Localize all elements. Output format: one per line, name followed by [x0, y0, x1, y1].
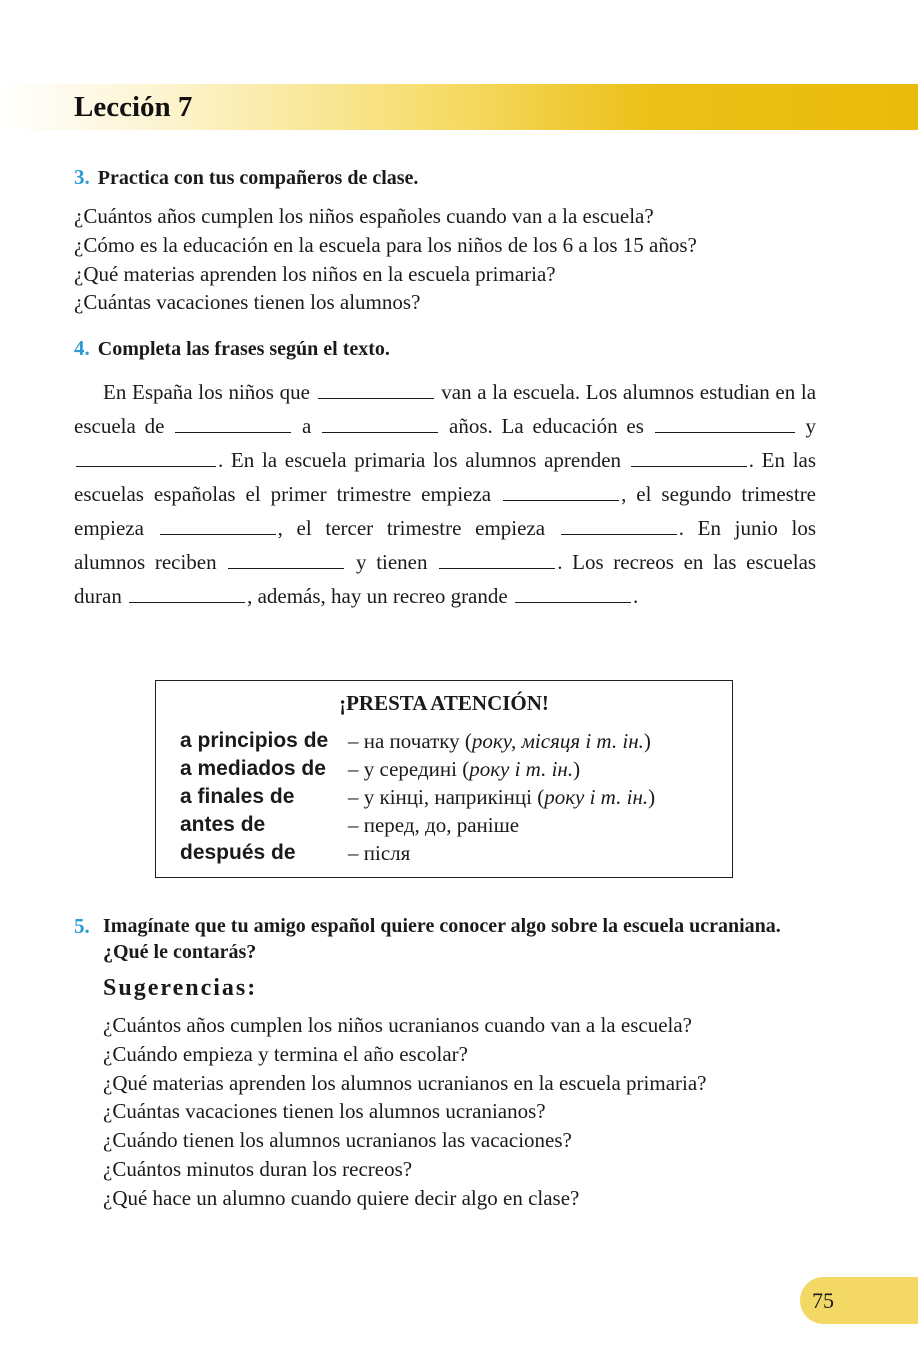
exercise-3-questions: [74, 202, 697, 317]
suggestion-line: ¿Qué hace un alumno cuando quiere decir algo en clase?: [103, 1185, 580, 1210]
attention-box: [155, 680, 733, 878]
fill-blank[interactable]: [503, 482, 619, 501]
page-number: 75: [812, 1288, 834, 1313]
suggestion-line: ¿Cuántos años cumplen los niños ucranianos cuando van a la escuela?: [103, 1013, 692, 1037]
cloze-text: a: [302, 414, 312, 438]
exercise-5-heading: [74, 913, 819, 965]
question-line: ¿Qué materias aprenden los niños en la escuela primaria?: [74, 261, 556, 286]
note-term: a mediados de: [180, 757, 326, 780]
fill-blank[interactable]: [322, 414, 438, 433]
cloze-text: , el segundo trimestre empieza: [74, 482, 817, 540]
fill-blank[interactable]: [175, 414, 291, 433]
attention-title: ¡PRESTA ATENCIÓN!: [339, 691, 549, 715]
cloze-text: , además, hay un recreo grande: [247, 584, 508, 608]
lesson-title: Lección 7: [74, 91, 193, 123]
exercise-3-heading: [74, 164, 418, 191]
note-term: a finales de: [180, 785, 295, 808]
suggestion-line: ¿Cuándo tienen los alumnos ucranianos las vacaciones?: [103, 1128, 572, 1153]
cloze-text: En España los niños que: [103, 380, 310, 404]
cloze-text: y: [805, 414, 817, 438]
question-line: ¿Cómo es la educación en la escuela para los niños de los 6 a los 15 años?: [74, 232, 697, 257]
fill-blank[interactable]: [515, 584, 631, 603]
exercise-4-heading: [74, 335, 390, 362]
suggestion-line: ¿Cuándo empieza y termina el año escolar?: [103, 1041, 468, 1066]
note-term: después de: [180, 841, 296, 864]
note-term: antes de: [180, 813, 266, 836]
cloze-text: . En las escuelas españolas el primer trimestre empieza: [74, 448, 817, 506]
note-definition: – у середині (року і т. ін.): [348, 757, 581, 781]
exercise-instruction: Completa las frases según el texto.: [97, 338, 390, 360]
fill-blank[interactable]: [631, 448, 747, 467]
note-definition: – після: [348, 841, 411, 865]
cloze-text: . En junio los alumnos reciben: [74, 516, 817, 574]
exercise-instruction: Imagínate que tu amigo español quiere conocer algo sobre la escuela ucraniana. ¿Qué le contarás?: [103, 915, 781, 963]
suggestion-line: ¿Cuántas vacaciones tienen los alumnos ucranianos?: [103, 1099, 546, 1124]
fill-blank[interactable]: [160, 516, 276, 535]
exercise-number: 5.: [74, 914, 90, 938]
fill-blank[interactable]: [439, 550, 555, 569]
exercise-number: 3.: [74, 165, 90, 189]
fill-blank[interactable]: [561, 516, 677, 535]
question-line: ¿Cuántos años cumplen los niños españoles cuando van a la escuela?: [74, 204, 654, 228]
note-definition: – перед, до, раніше: [348, 813, 520, 837]
fill-blank[interactable]: [76, 448, 216, 467]
suggestions-list: [103, 1011, 707, 1213]
exercise-instruction: Practica con tus compañeros de clase.: [97, 167, 419, 189]
cloze-text: . Los recreos en las escuelas duran: [74, 550, 817, 608]
question-line: ¿Cuántas vacaciones tienen los alumnos?: [74, 290, 421, 315]
cloze-text: y tienen: [356, 550, 428, 574]
note-definition: – на початку (року, місяця і т. ін.): [348, 729, 651, 753]
exercise-number: 4.: [74, 336, 90, 360]
fill-blank[interactable]: [318, 380, 434, 399]
cloze-text: .: [632, 584, 639, 608]
fill-blank[interactable]: [228, 550, 344, 569]
suggestion-line: ¿Qué materias aprenden los alumnos ucranianos en la escuela primaria?: [103, 1070, 707, 1095]
cloze-text: van a la escuela. Los alumnos estudian en la escuela de: [74, 380, 817, 438]
note-term: a principios de: [180, 729, 329, 752]
cloze-text: años. La educación es: [449, 414, 644, 438]
note-definition: – у кінці, наприкінці (року і т. ін.): [348, 785, 656, 809]
cloze-text: , el tercer trimestre empieza: [277, 516, 546, 540]
fill-blank[interactable]: [129, 584, 245, 603]
cloze-paragraph: [74, 375, 816, 613]
cloze-text: . En la escuela primaria los alumnos aprenden: [218, 448, 622, 472]
suggestions-title: Sugerencias:: [103, 975, 258, 1001]
suggestion-line: ¿Cuántos minutos duran los recreos?: [103, 1156, 413, 1181]
fill-blank[interactable]: [655, 414, 795, 433]
